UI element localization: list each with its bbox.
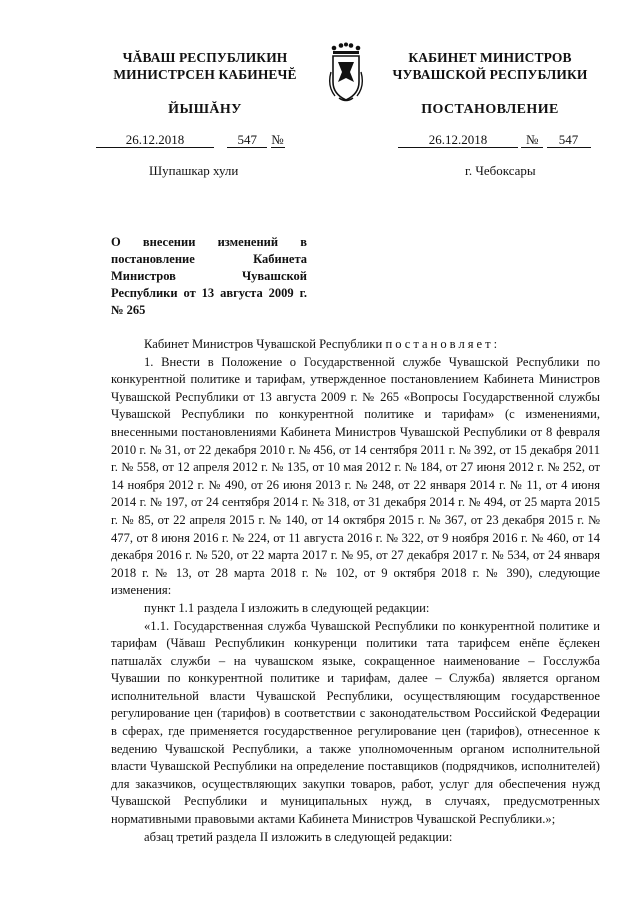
left-header [90,50,320,118]
left-org-line1: ЧĂВАШ РЕСПУБЛИКИН [122,50,288,65]
right-date: 26.12.2018 [398,132,518,148]
paragraph-4: абзац третий раздела II изложить в следующей редакции: [144,829,453,844]
right-number-sign: № [521,132,543,148]
intro-lead: Кабинет Министров Чувашской Республики [144,337,383,351]
left-number-sign: № [271,132,284,147]
intro-paragraph [111,336,600,354]
right-org-name [370,50,610,83]
coat-of-arms-emblem [327,42,365,104]
intro-verb: постановляет: [385,337,501,351]
paragraph-3: «1.1. Государственная служба Чувашской Республики по конкурентной политике и тарифам (Чăваш Республикин конкуренци политики тата тарифсем енĕпе ĕçлекен патшалăх служби – на чувашском языке, сокращенное наименование – Госслужба Чувашии по конкурентной политике и тарифам, далее – Служба) является органом исполнительной власти Чувашской Республики, осуществляющим государственное регулирование цен (тарифов) в соответствии с законодательством Российской Федерации в сферах, где применяется государственное регулирование цен (тарифов), отнесенное к ведению Чувашской Республики, а также уполномоченным органом исполнительной власти Чувашской Республики на определение поставщиков (подрядчиков, исполнителей) для заказчиков, осуществляющих закупки товаров, работ, услуг для обеспечения нужд Чувашской Республики и муниципальных нужд, в случаях, предусмотренных нормативными правовыми актами Кабинета Министров Чувашской Республики.»; [111,618,600,827]
paragraph-1: 1. Внести в Положение о Государственной службе Чувашской Республики по конкурентной политике и тарифам, утвержденное постановлением Кабинета Министров Чувашской Республики от 13 августа 2009 г. № 265 «Вопросы Государственной службы Чувашской Республики по конкурентной политике и тарифам» (с изменениями, внесенными постановлениями Кабинета Министров Чувашской Республики от 8 февраля 2010 г. № 31, от 22 декабря 2010 г. № 456, от 14 сентября 2011 г. № 392, от 15 декабря 2011 г. № 558, от 12 апреля 2012 г. № 135, от 10 мая 2012 г. № 184, от 27 июня 2012 г. № 252, от 14 ноября 2012 г. № 490, от 26 июня 2013 г. № 248, от 22 января 2014 г. № 11, от 4 июня 2014 г. № 197, от 24 сентября 2014 г. № 318, от 31 декабря 2014 г. № 494, от 25 марта 2015 г. № 85, от 22 апреля 2015 г. № 140, от 14 октября 2015 г. № 367, от 23 декабря 2015 г. № 477, от 8 июня 2016 г. № 224, от 11 августа 2016 г. № 322, от 9 ноября 2016 г. № 460, от 14 декабря 2016 г. № 520, от 22 марта 2017 г. № 95, от 27 декабря 2017 г. № 534, от 24 января 2018 г. № 13, от 28 марта 2018 г. № 102, от 9 октября 2018 г. № 390), следующие изменения: [111,354,600,598]
left-org-line2: МИНИСТРСЕН КАБИНЕЧĔ [113,66,297,82]
left-place: Шупашкар хули [149,163,239,178]
right-registration [398,132,591,149]
left-org-name [90,50,320,83]
right-header [370,50,610,118]
document-body [111,336,600,846]
right-place: г. Чебоксары [465,163,536,178]
left-date: 26.12.2018 [96,132,214,148]
left-doc-type: ЙЫШĂНУ [168,102,242,117]
left-number: 547 [227,132,267,148]
right-number: 547 [547,132,591,148]
right-org-line2: ЧУВАШСКОЙ РЕСПУБЛИКИ [392,66,588,82]
left-registration [96,132,285,149]
right-org-line1: КАБИНЕТ МИНИСТРОВ [408,50,572,65]
document-title: О внесении изменений в постановление Кабинета Министров Чувашской Республики от 13 августа 2009 г. № 265 [111,235,307,317]
right-doc-type: ПОСТАНОВЛЕНИЕ [421,102,559,117]
paragraph-2: пункт 1.1 раздела I изложить в следующей редакции: [144,600,430,615]
